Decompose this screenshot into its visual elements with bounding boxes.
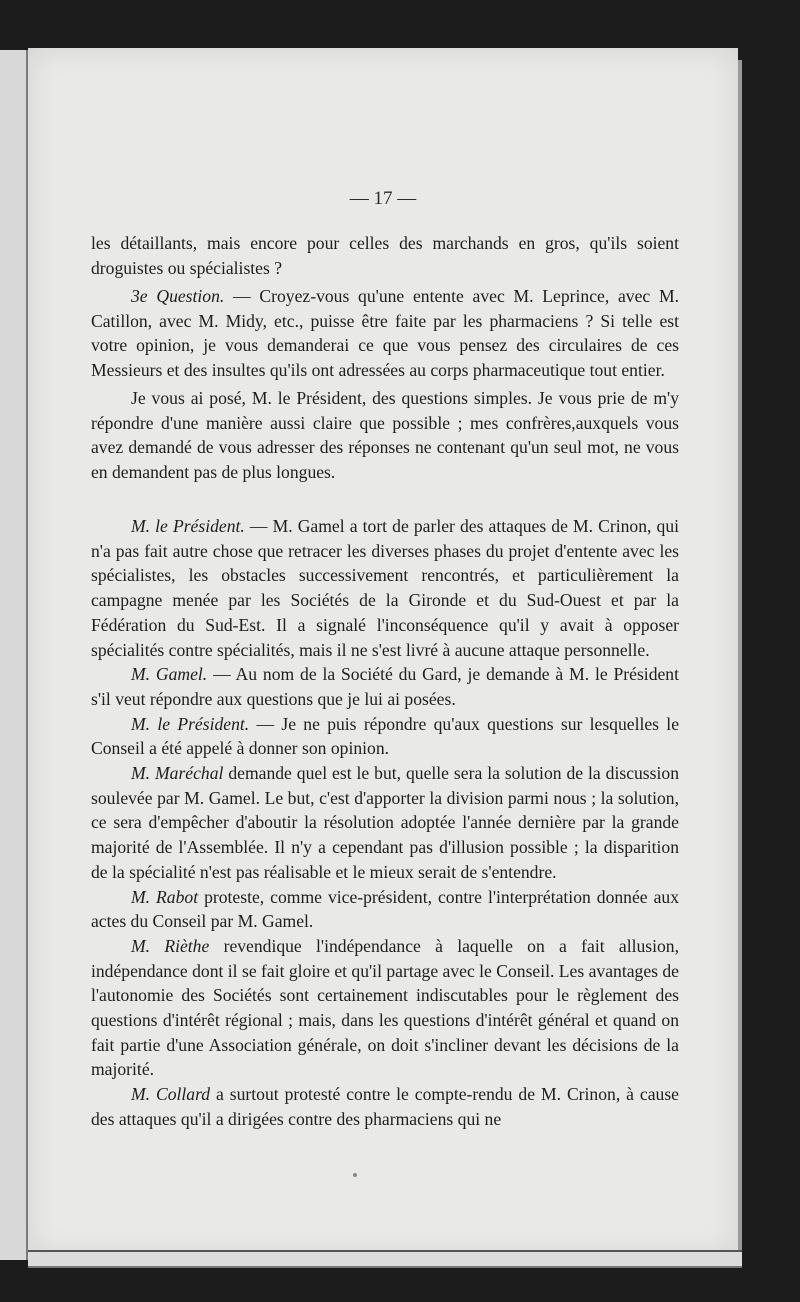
paragraph-5 (91, 712, 679, 761)
speaker-name: M. Rièthe (131, 935, 210, 956)
page-bottom-edge (28, 1250, 742, 1268)
speaker-name: M. le Président. (131, 516, 245, 536)
page-right-edge (738, 60, 742, 1260)
speaker-name: M. le Président. (131, 713, 250, 734)
paragraph-text: Je vous ai posé, M. le Président, des questions simples. Je vous prie de m'y répondre d'une manière aussi claire que possible ; mes confrères,auxquels vous avez demandé de vous adresser des réponses ne contenant qu'un seul mot, ne vous en demandent pas de plus longues. (91, 388, 679, 482)
paragraph-text: demande quel est le but, quelle sera la solution de la discussion soulevée par M. Gamel. Le but, c'est d'apporter la division parmi nous ; la solution, ce sera d'empêcher d'aboutir la résolution adoptée l'année dernière par la grande majorité de l'Assemblée. Il n'y a cependant pas d'illusion possible ; la disparition de la spécialité n'est pas réalisable et le mieux serait de s'entendre. (91, 763, 679, 882)
speaker-name: M. Gamel. (131, 664, 208, 685)
speaker-name: M. Collard (131, 1084, 211, 1105)
paragraph-text: a surtout protesté contre le compte-rendu de M. Crinon, à cause des attaques qu'il a dirigées contre des pharmaciens qui ne (91, 1084, 679, 1129)
book-page (28, 48, 738, 1256)
paragraph-7 (91, 885, 679, 934)
paragraph-text: — Croyez-vous qu'une entente avec M. Leprince, avec M. Catillon, avec M. Midy, etc., puisse être faite par les pharmaciens ? Si telle est votre opinion, je vous demanderai ce que vous pensez des circulaires de ces Messieurs et des insultes qu'ils ont adressées au corps pharmaceutique tout entier. (91, 286, 679, 380)
paragraph-0 (91, 231, 679, 280)
paragraph-text: — Au nom de la Société du Gard, je demande à M. le Président s'il veut répondre aux questions que je lui ai posées. (91, 664, 679, 709)
paragraph-text: les détaillants, mais encore pour celles des marchands en gros, qu'ils soient droguistes ou spécialistes ? (91, 233, 679, 278)
paragraph-9 (91, 1082, 679, 1131)
paragraph-8 (91, 934, 679, 1082)
paragraph-text: revendique l'indépendance à laquelle on a fait allusion, indépendance dont il se fait gloire et qu'il partage avec le Conseil. Les avantages de l'autonomie des Sociétés sont certainement indiscutables pour le règlement des questions d'intérêt régional ; mais, dans les questions d'intérêt général et quand on fait partie d'une Association générale, on doit s'incliner devant les décisions de la majorité. (91, 935, 680, 1080)
paragraph-6 (91, 761, 679, 885)
paragraph-text: — M. Gamel a tort de parler des attaques de M. Crinon, qui n'a pas fait autre chose que retracer les diverses phases du projet d'entente avec les spécialistes, les obstacles successivement rencontrés, et particulièrement la campagne menée par les Sociétés de la Gironde et du Sud-Ouest et par la Fédération du Sud-Est. Il a signalé l'inconséquence qu'il y avait à opposer spécialités contre spécialités, mais il ne s'est livré à aucune attaque personnelle. (91, 516, 679, 660)
previous-page-edge (0, 50, 28, 1260)
page-text (91, 231, 679, 1132)
ink-speck (353, 1173, 357, 1177)
speaker-name: M. Maréchal (131, 763, 224, 784)
paragraph-3 (91, 514, 679, 662)
page-number: — 17 — (349, 188, 417, 209)
paragraph-text: — Je ne puis répondre qu'aux questions sur lesquelles le Conseil a été appelé à donner son opinion. (91, 713, 680, 759)
paragraph-1 (91, 284, 679, 382)
speaker-name: M. Rabot (131, 886, 199, 907)
question-label: 3e Question. (131, 286, 225, 306)
paragraph-2 (91, 386, 679, 484)
paragraph-text: proteste, comme vice-président, contre l'interprétation donnée aux actes du Conseil par M. Gamel. (91, 886, 679, 932)
paragraph-4 (91, 662, 679, 711)
